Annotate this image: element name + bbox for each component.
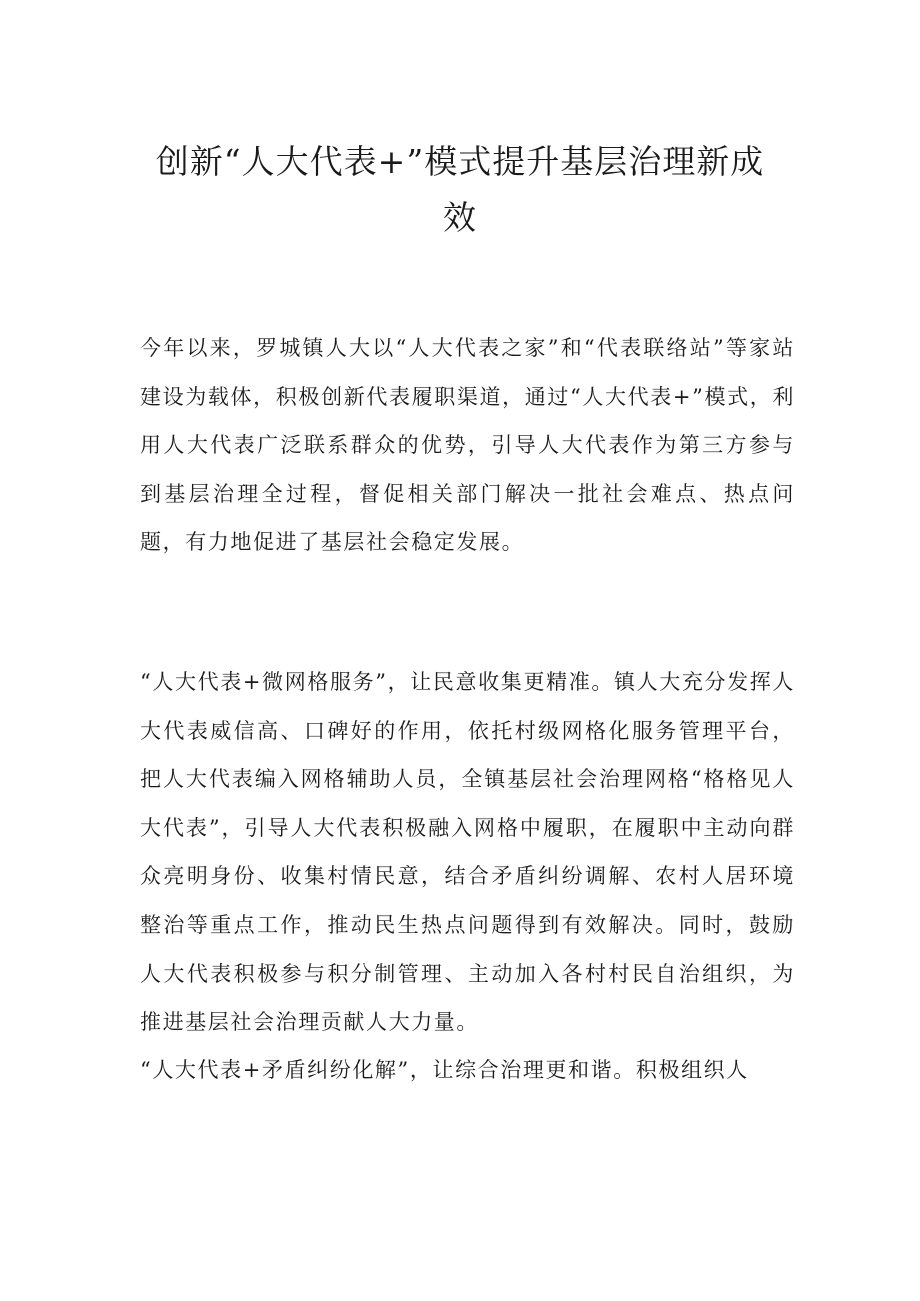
- paragraph-dispute-resolution: “人大代表+矛盾纠纷化解”，让综合治理更和谐。积极组织人: [140, 1058, 749, 1082]
- paragraph-intro: 今年以来，罗城镇人大以“人大代表之家”和“代表联络站”等家站建设为载体，积极创新代表履职渠道，通过“人大代表+”模式，利用人大代表广泛联系群众的优势，引导人大代表作为第三方参与到基层治理全过程，督促相关部门解决一批社会难点、热点问题，有力地促进了基层社会稳定发展。: [140, 336, 795, 555]
- paragraph-micro-grid-service: “人大代表+微网格服务”，让民意收集更精准。镇人大充分发挥人大代表威信高、口碑好的作用，依托村级网格化服务管理平台，把人大代表编入网格辅助人员，全镇基层社会治理网格“格格见人大代表”，引导人大代表积极融入网格中履职，在履职中主动向群众亮明身份、收集村情民意，结合矛盾纠纷调解、农村人居环境整治等重点工作，推动民生热点问题得到有效解决。同时，鼓励人大代表积极参与积分制管理、主动加入各村村民自治组织，为推进基层社会治理贡献人大力量。: [140, 670, 795, 1035]
- document-title: 创新“人大代表+”模式提升基层治理新成效: [155, 142, 765, 237]
